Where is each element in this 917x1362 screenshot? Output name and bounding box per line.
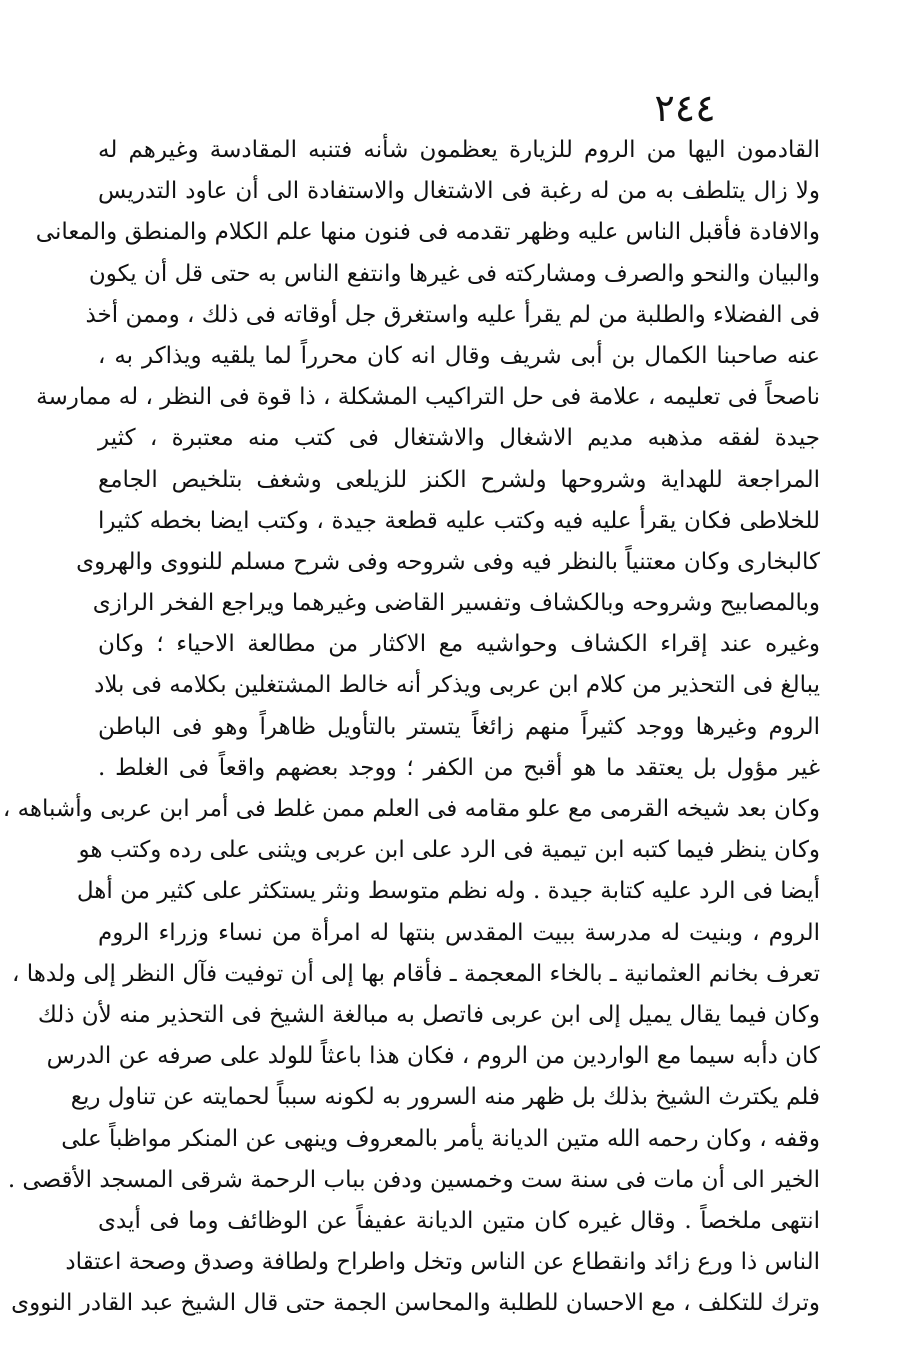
text-line-24: فلم يكترث الشيخ بذلك بل ظهر منه السرور به لكونه سبباً لحمايته عن تناول ريع xyxy=(70,1084,820,1111)
text-line-16: غير مؤول بل يعتقد ما هو أقبح من الكفر ؛ ووجد بعضهم واقعاً فى الغلط . xyxy=(98,754,820,781)
text-line-9: المراجعة للهداية وشروحها ولشرح الكنز للزيلعى وشغف بتلخيص الجامع xyxy=(98,466,820,493)
text-line-19: أيضا فى الرد عليه كتابة جيدة . وله نظم متوسط ونثر يستكثر على كثير من أهل xyxy=(76,878,820,905)
text-line-11: كالبخارى وكان معتنياً بالنظر فيه وفى شروحه وفى شرح مسلم للنووى والهروى xyxy=(76,548,820,575)
text-line-4: والبيان والنحو والصرف ومشاركته فى غيرها وانتفع الناس به حتى قل أن يكون xyxy=(88,260,820,287)
text-line-26: الخير الى أن مات فى سنة ست وخمسين ودفن بباب الرحمة شرقى المسجد الأقصى . xyxy=(7,1166,820,1193)
text-line-14: يبالغ فى التحذير من كلام ابن عربى ويذكر أنه خالط المشتغلين بكلامه فى بلاد xyxy=(94,672,820,699)
text-line-22: وكان فيما يقال يميل إلى ابن عربى فاتصل به مبالغة الشيخ فى التحذير منه لأن ذلك xyxy=(37,1001,820,1028)
text-line-5: فى الفضلاء والطلبة من لم يقرأ عليه واستغرق جل أوقاته فى ذلك ، وممن أخذ xyxy=(85,301,820,328)
text-line-2: ولا زال يتلطف به من له رغبة فى الاشتغال والاستفادة الى أن عاود التدريس xyxy=(98,178,820,205)
text-line-18: وكان ينظر فيما كتبه ابن تيمية فى الرد على ابن عربى ويثنى على رده وكتب هو xyxy=(78,837,820,864)
text-line-23: كان دأبه سيما مع الواردين من الروم ، فكان هذا باعثاً للولد على صرفه عن الدرس xyxy=(46,1043,820,1070)
text-line-12: وبالمصابيح وشروحه وبالكشاف وتفسير القاضى وغيرهما ويراجع الفخر الرازى xyxy=(92,590,820,617)
text-line-13: وغيره عند إقراء الكشاف وحواشيه مع الاكثار من مطالعة الاحياء ؛ وكان xyxy=(98,631,820,658)
text-line-20: الروم ، وبنيت له مدرسة ببيت المقدس بنتها له امرأة من نساء وزراء الروم xyxy=(98,919,820,946)
text-line-15: الروم وغيرها ووجد كثيراً منهم زائغاً يتستر بالتأويل ظاهراً وهو فى الباطن xyxy=(98,713,820,740)
text-line-25: وقفه ، وكان رحمه الله متين الديانة يأمر بالمعروف وينهى عن المنكر مواظباً على xyxy=(61,1125,820,1152)
text-line-10: للخلاطى فكان يقرأ عليه فيه وكتب عليه قطعة جيدة ، وكتب ايضا بخطه كثيرا xyxy=(98,507,820,534)
text-line-6: عنه صاحبنا الكمال بن أبى شريف وقال انه كان محرراً لما يلقيه ويذاكر به ، xyxy=(98,342,820,369)
text-line-1: القادمون اليها من الروم للزيارة يعظمون شأنه فتنبه المقادسة وغيرهم له xyxy=(98,137,820,163)
text-line-27: انتهى ملخصاً . وقال غيره كان متين الديانة عفيفاً عن الوظائف وما فى أيدى xyxy=(98,1207,820,1234)
text-line-3: والافادة فأقبل الناس عليه وظهر تقدمه فى فنون منها علم الكلام والمنطق والمعانى xyxy=(35,219,820,246)
text-line-29: وترك للتكلف ، مع الاحسان للطلبة والمحاسن الجمة حتى قال الشيخ عبد القادر النووى xyxy=(11,1290,820,1317)
text-line-21: تعرف بخانم العثمانية ـ بالخاء المعجمة ـ فأقام بها إلى أن توفيت فآل النظر إلى ولدها ، xyxy=(11,960,820,987)
text-line-8: جيدة لفقه مذهبه مديم الاشغال والاشتغال فى كتب منه معتبرة ، كثير xyxy=(98,425,820,452)
text-line-28: الناس ذا ورع زائد وانقطاع عن الناس وتخل واطراح ولطافة وصدق وصحة اعتقاد xyxy=(65,1249,820,1276)
page-number: ٢٤٤ xyxy=(654,86,716,130)
text-line-17: وكان بعد شيخه القرمى مع علو مقامه فى العلم ممن غلط فى أمر ابن عربى وأشباهه ، xyxy=(2,796,820,822)
body-text xyxy=(2,130,820,1324)
text-line-7: ناصحاً فى تعليمه ، علامة فى حل التراكيب المشكلة ، ذا قوة فى النظر ، له ممارسة xyxy=(36,384,820,411)
